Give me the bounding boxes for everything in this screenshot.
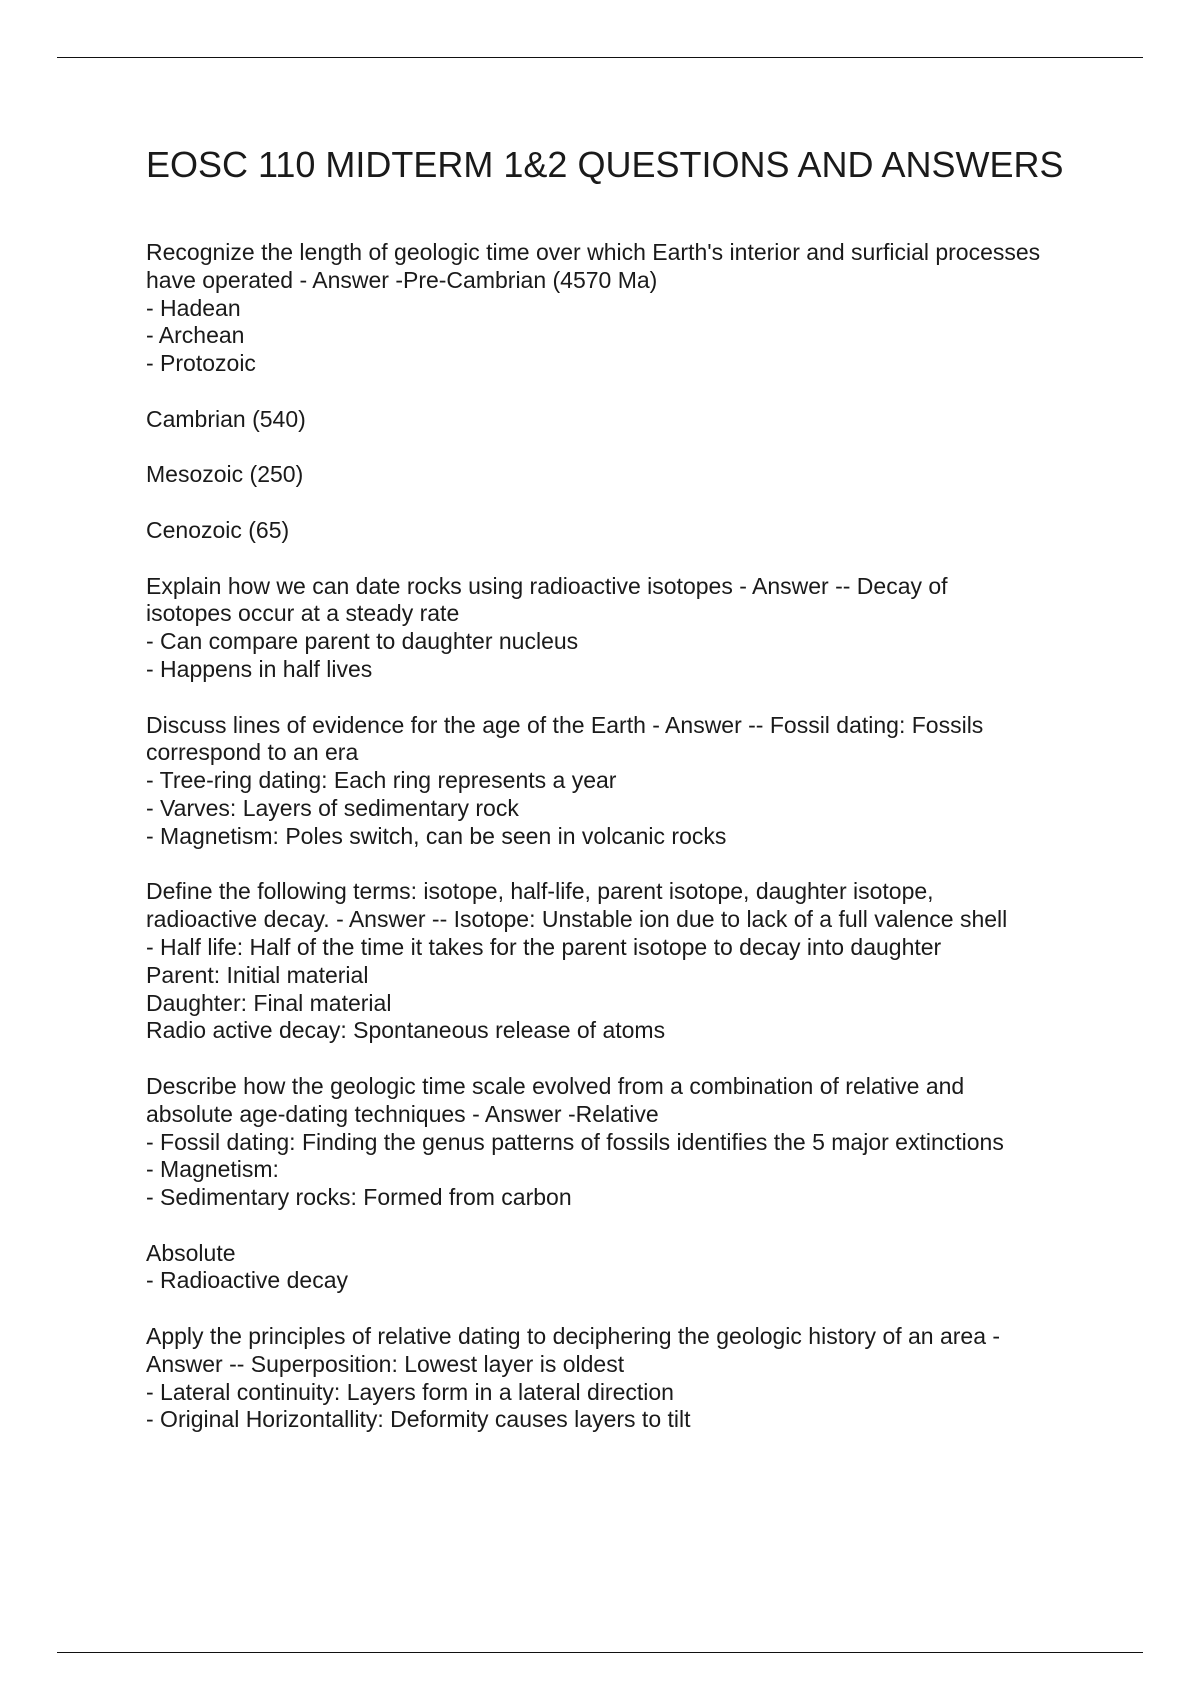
text-line: absolute age-dating techniques - Answer -Relative: [146, 1100, 659, 1127]
text-line: - Original Horizontallity: Deformity causes layers to tilt: [146, 1406, 691, 1433]
text-line: Answer -- Superposition: Lowest layer is oldest: [146, 1350, 625, 1377]
document-page: [146, 143, 1106, 1434]
text-line: - Archean: [146, 322, 245, 349]
qa-paragraph: [146, 573, 1106, 684]
text-line: isotopes occur at a steady rate: [146, 600, 460, 627]
text-line: - Magnetism:: [146, 1156, 279, 1183]
qa-paragraph: [146, 878, 1106, 1045]
qa-paragraph: [146, 1073, 1106, 1212]
qa-paragraph: [146, 239, 1106, 378]
text-line: Parent: Initial material: [146, 961, 369, 988]
text-line: Radio active decay: Spontaneous release of atoms: [146, 1017, 666, 1044]
text-line: Describe how the geologic time scale evolved from a combination of relative and: [146, 1072, 965, 1099]
qa-paragraph: [146, 1323, 1106, 1434]
text-line: - Magnetism: Poles switch, can be seen in volcanic rocks: [146, 822, 727, 849]
text-line: - Protozoic: [146, 350, 256, 377]
text-line: Cenozoic (65): [146, 516, 290, 543]
qa-paragraph: [146, 712, 1106, 851]
text-line: - Fossil dating: Finding the genus patterns of fossils identifies the 5 major extinctions: [146, 1128, 1004, 1155]
qa-paragraph: [146, 461, 1106, 489]
text-line: - Tree-ring dating: Each ring represents a year: [146, 767, 617, 794]
qa-paragraph: [146, 406, 1106, 434]
document-title: EOSC 110 MIDTERM 1&2 QUESTIONS AND ANSWERS: [146, 144, 1064, 185]
text-line: Define the following terms: isotope, half-life, parent isotope, daughter isotope,: [146, 878, 934, 905]
document-body: [146, 239, 1106, 1434]
text-line: - Happens in half lives: [146, 655, 373, 682]
text-line: - Radioactive decay: [146, 1267, 348, 1294]
text-line: - Sedimentary rocks: Formed from carbon: [146, 1184, 572, 1211]
text-line: Discuss lines of evidence for the age of the Earth - Answer -- Fossil dating: Fossils: [146, 711, 984, 738]
text-line: have operated - Answer -Pre-Cambrian (4570 Ma): [146, 266, 658, 293]
text-line: correspond to an era: [146, 739, 359, 766]
text-line: Daughter: Final material: [146, 989, 392, 1016]
text-line: Explain how we can date rocks using radioactive isotopes - Answer -- Decay of: [146, 572, 948, 599]
text-line: Recognize the length of geologic time over which Earth's interior and surficial processes: [146, 239, 1041, 265]
text-line: - Can compare parent to daughter nucleus: [146, 628, 579, 655]
text-line: Apply the principles of relative dating to deciphering the geologic history of an area -: [146, 1323, 1001, 1350]
text-line: - Varves: Layers of sedimentary rock: [146, 794, 519, 821]
bottom-divider: [57, 1652, 1143, 1653]
text-line: - Lateral continuity: Layers form in a lateral direction: [146, 1378, 674, 1405]
qa-paragraph: [146, 1240, 1106, 1296]
text-line: Absolute: [146, 1239, 236, 1266]
text-line: - Hadean: [146, 294, 241, 321]
top-divider: [57, 57, 1143, 58]
text-line: Mesozoic (250): [146, 461, 304, 488]
text-line: - Half life: Half of the time it takes for the parent isotope to decay into daughter: [146, 933, 942, 960]
qa-paragraph: [146, 517, 1106, 545]
text-line: Cambrian (540): [146, 405, 306, 432]
text-line: radioactive decay. - Answer -- Isotope: Unstable ion due to lack of a full valence shell: [146, 906, 1008, 933]
